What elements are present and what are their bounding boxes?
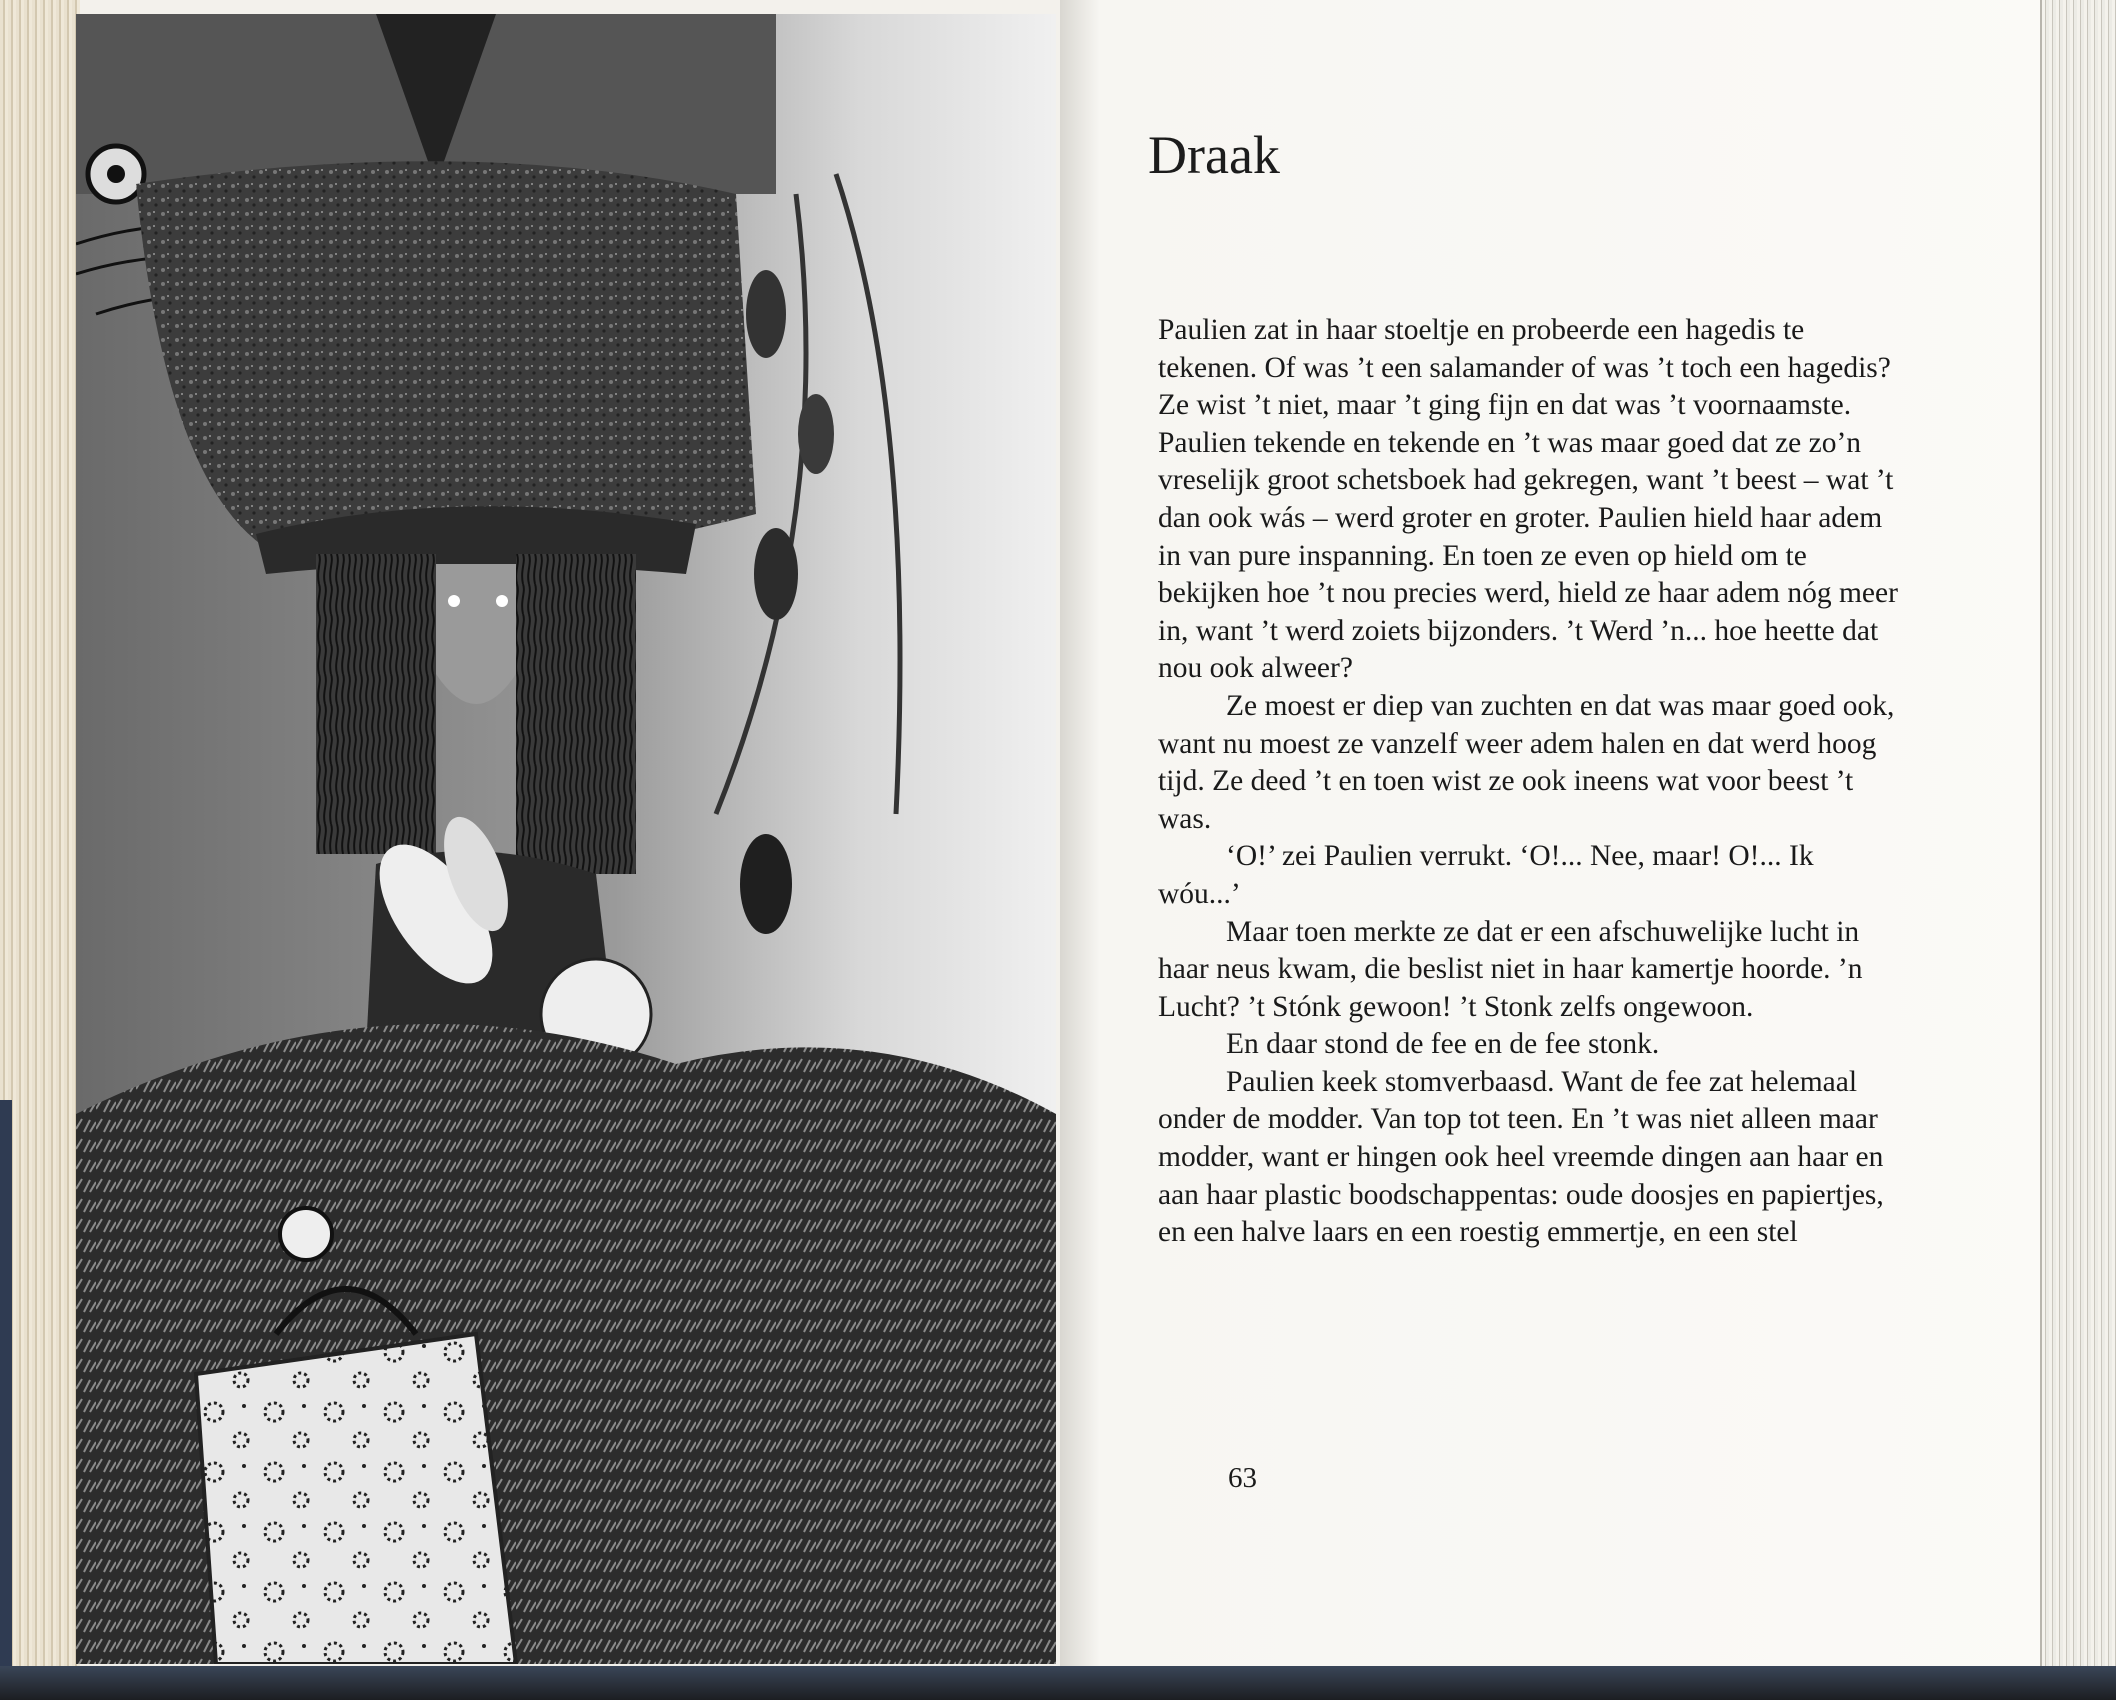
paragraph: Paulien keek stomverbaasd. Want de fee zat helemaal onder de modder. Van top tot teen. En ’t was niet alleen maar modder, want er hingen ook heel vreemde dingen aan haar en aan haar plastic boodschappentas: oude doosjes en papiertjes, en een halve laars en een roestig emmertje, en een stel [1158, 1065, 1884, 1249]
paragraph: ‘O!’ zei Paulien verrukt. ‘O!... Nee, maar! O!... Ik wóu...’ [1158, 840, 1814, 910]
paragraph: Ze moest er diep van zuchten en dat was maar goed ook, want nu moest ze vanzelf weer adem halen en dat werd hoog tijd. Ze deed ’t en toen wist ze ook ineens wat voor beest ’t was. [1158, 689, 1895, 835]
fairy-and-rabbit-illustration [76, 14, 1056, 1664]
story-text [1158, 312, 1898, 1252]
cover-edge [0, 1100, 12, 1666]
book-cover-bottom-edge [0, 1666, 2116, 1700]
paragraph: Paulien zat in haar stoeltje en probeerde een hagedis te tekenen. Of was ’t een salamander of was ’t toch een hagedis? Ze wist ’t niet, maar ’t ging fijn en dat was ’t voornaamste. Paulien tekende en tekende en ’t was maar goed dat ze zo’n vreselijk groot schetsboek had gekregen, want ’t beest – wat ’t dan ook wás – werd groter en groter. Paulien hield haar adem in van pure inspanning. En toen ze even op hield om te bekijken hoe ’t nou precies werd, hield ze haar adem nóg meer in, want ’t werd zoiets bijzonders. ’t Werd ’n... hoe heette dat nou ook alweer? [1158, 314, 1898, 685]
right-page-edge [2040, 0, 2116, 1666]
left-page-edge [0, 0, 80, 1666]
illustration-drawing [76, 14, 1056, 1664]
paragraph: En daar stond de fee en de fee stonk. [1226, 1028, 1660, 1061]
chapter-title: Draak [1148, 125, 1280, 185]
paragraph: Maar toen merkte ze dat er een afschuwelijke lucht in haar neus kwam, die beslist niet in haar kamertje hoorde. ’n Lucht? ’t Stónk gewoon! ’t Stonk zelfs ongewoon. [1158, 915, 1863, 1023]
page-number: 63 [1228, 1462, 1257, 1494]
